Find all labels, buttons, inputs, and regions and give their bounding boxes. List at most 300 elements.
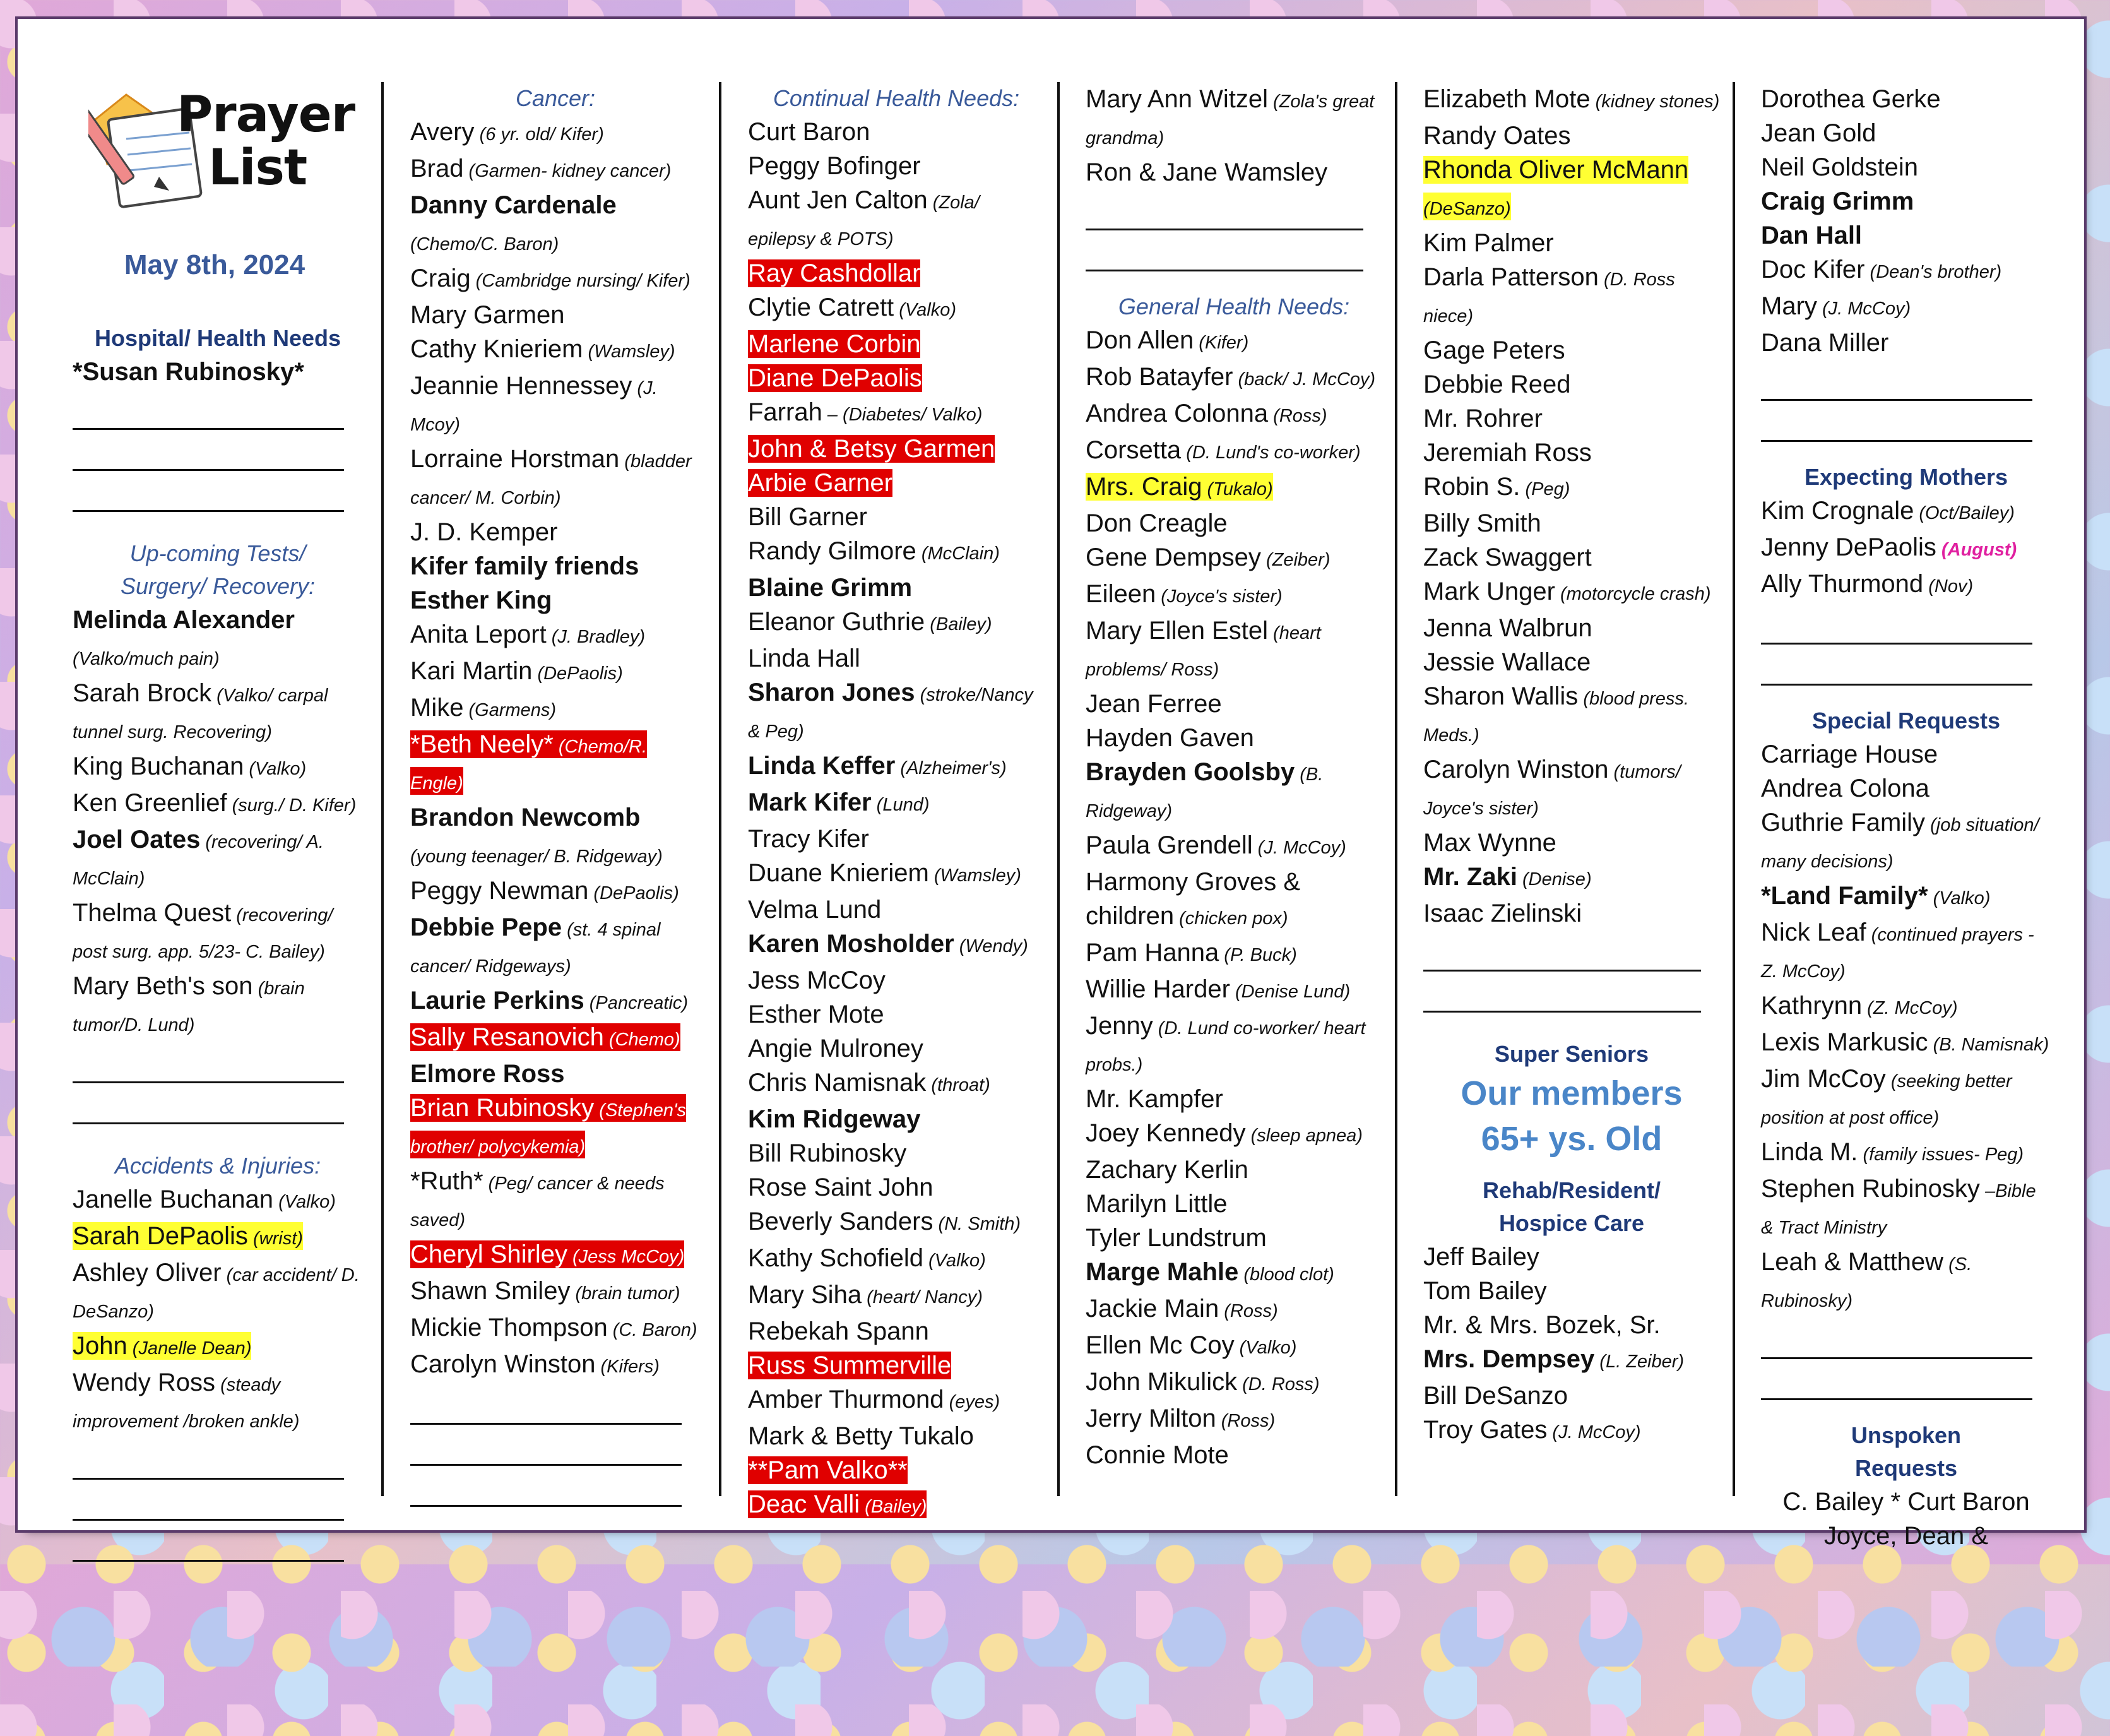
person-name: *Land Family* bbox=[1761, 882, 1928, 910]
person-name: Chris Namisnak bbox=[748, 1069, 927, 1097]
list-item bbox=[73, 749, 363, 786]
list-item bbox=[410, 332, 701, 369]
prayer-note: (Chemo/R. Engle) bbox=[410, 737, 648, 794]
unspoken-header bbox=[1761, 1419, 2051, 1485]
person-name: Kim Ridgeway bbox=[748, 1105, 921, 1133]
person-name: Karen Mosholder bbox=[748, 930, 954, 958]
list-item bbox=[748, 432, 1045, 466]
continual-header: Continual Health Needs: bbox=[773, 85, 1020, 111]
person-name: Dan Hall bbox=[1761, 222, 1863, 249]
list-item bbox=[1086, 82, 1382, 155]
prayer-note: (J. McCoy) bbox=[1252, 838, 1346, 858]
blank-line bbox=[73, 1521, 344, 1562]
prayer-note: (st. 4 spinal cancer/ Ridgeways) bbox=[410, 920, 661, 977]
list-item bbox=[1086, 828, 1382, 865]
person-name: Max Wynne bbox=[1423, 829, 1556, 857]
prayer-note: (throat) bbox=[926, 1075, 990, 1095]
list-item bbox=[73, 1329, 363, 1365]
list-item bbox=[1761, 326, 2051, 360]
prayer-note: (Nov) bbox=[1923, 576, 1974, 597]
person-name: Linda Keffer bbox=[748, 752, 896, 780]
tests-header-line1: Up-coming Tests/ bbox=[129, 540, 306, 566]
prayer-note: (Chemo) bbox=[603, 1030, 680, 1050]
list-item bbox=[748, 395, 1045, 432]
person-name: Leah & Matthew bbox=[1761, 1248, 1944, 1276]
person-name: Brad bbox=[410, 155, 464, 182]
list-item bbox=[1086, 899, 1382, 936]
seniors-header: Super Seniors bbox=[1494, 1041, 1649, 1067]
list-item bbox=[1423, 860, 1720, 896]
list-item bbox=[410, 1091, 701, 1164]
person-name: Mark Unger bbox=[1423, 578, 1555, 605]
prayer-note: (J. Mcoy) bbox=[410, 378, 658, 435]
list-item bbox=[748, 327, 1045, 361]
prayer-note: (Ross) bbox=[1268, 406, 1327, 426]
prayer-note: (Janelle Dean) bbox=[127, 1338, 252, 1358]
unspoken-header-line2: Requests bbox=[1854, 1455, 1958, 1481]
person-name: Carolyn Winston bbox=[410, 1350, 596, 1378]
list-item bbox=[1423, 679, 1720, 752]
person-name: Rebekah Spann bbox=[748, 1317, 929, 1345]
list-item bbox=[1086, 323, 1382, 360]
list-item bbox=[410, 369, 701, 442]
person-name: Carolyn Winston bbox=[1423, 756, 1609, 783]
list-item bbox=[1761, 879, 2051, 915]
person-name: Anita Leport bbox=[410, 621, 547, 648]
person-name: Mary Garmen bbox=[410, 301, 565, 329]
list-item bbox=[748, 1031, 1045, 1066]
prayer-note: (DePaolis) bbox=[588, 883, 679, 903]
person-name: Marlene Corbin bbox=[748, 330, 921, 358]
column-5 bbox=[1423, 82, 1720, 1496]
list-item bbox=[1086, 1328, 1382, 1365]
list-item bbox=[1423, 540, 1720, 574]
blank-line bbox=[1761, 360, 2032, 401]
person-name: Aunt Jen Calton bbox=[748, 186, 928, 214]
list-item bbox=[1423, 82, 1720, 119]
person-name: Sally Resanovich bbox=[410, 1023, 604, 1051]
person-name: Shawn Smiley bbox=[410, 1277, 571, 1305]
prayer-note: (Ross) bbox=[1216, 1411, 1276, 1431]
list-item bbox=[73, 969, 363, 1042]
person-name: Mary Siha bbox=[748, 1281, 862, 1309]
person-name: Dorothea Gerke bbox=[1761, 85, 1941, 113]
date-label: May 8th, 2024 bbox=[124, 249, 305, 280]
prayer-note: (Valko/much pain) bbox=[73, 649, 220, 669]
prayer-note: (6 yr. old/ Kifer) bbox=[474, 124, 604, 145]
list-item bbox=[748, 641, 1045, 675]
person-name: Mark Kifer bbox=[748, 788, 872, 816]
person-name: Rose Saint John bbox=[748, 1174, 933, 1201]
rehab-header-line1: Rehab/Resident/ bbox=[1482, 1177, 1661, 1203]
person-name: Kathy Schofield bbox=[748, 1244, 923, 1272]
blank-line bbox=[410, 1384, 682, 1425]
person-name: Randy Oates bbox=[1423, 122, 1571, 150]
blank-line bbox=[1761, 1318, 2032, 1359]
person-name: **Pam Valko** bbox=[748, 1456, 908, 1484]
rehab-header bbox=[1423, 1174, 1720, 1240]
list-item bbox=[1761, 82, 2051, 116]
list-item bbox=[1086, 360, 1382, 396]
list-item bbox=[748, 1136, 1045, 1170]
blank-line bbox=[1761, 401, 2032, 442]
list-item bbox=[748, 1487, 1045, 1524]
person-name: Cheryl Shirley bbox=[410, 1240, 567, 1268]
list-item bbox=[1086, 865, 1382, 899]
list-item bbox=[73, 786, 363, 823]
person-name: Mark & Betty Tukalo bbox=[748, 1422, 974, 1450]
prayer-note: (Valko) bbox=[273, 1192, 336, 1212]
person-name: Doc Kifer bbox=[1761, 256, 1865, 283]
person-name: Jenny bbox=[1086, 1012, 1153, 1040]
prayer-note: (recovering/ A. McClain) bbox=[73, 832, 324, 889]
blank-line bbox=[73, 1083, 344, 1124]
list-item bbox=[1423, 226, 1720, 260]
list-item bbox=[410, 1274, 701, 1311]
list-item bbox=[1423, 1274, 1720, 1308]
prayer-note: (steady improvement /broken ankle) bbox=[73, 1375, 300, 1432]
person-name: Mr. & Mrs. Bozek, Sr. bbox=[1423, 1311, 1661, 1339]
prayer-note: (Kifer) bbox=[1194, 333, 1249, 353]
list-item bbox=[1761, 1172, 2051, 1245]
person-name: Peggy Bofinger bbox=[748, 152, 921, 180]
person-name: Sarah Brock bbox=[73, 679, 212, 707]
person-name: Bill DeSanzo bbox=[1423, 1382, 1568, 1410]
person-name: Joey Kennedy bbox=[1086, 1119, 1246, 1147]
list-item bbox=[748, 1170, 1045, 1204]
list-item bbox=[73, 355, 363, 389]
list-item bbox=[1086, 506, 1382, 540]
person-name: Mary Ann Witzel bbox=[1086, 85, 1268, 113]
person-name: Mr. Zaki bbox=[1423, 863, 1517, 891]
list-item bbox=[748, 1453, 1045, 1487]
blank-line bbox=[73, 1439, 344, 1480]
person-name: Danny Cardenale bbox=[410, 191, 617, 219]
prayer-note: (blood press. Meds.) bbox=[1423, 689, 1689, 746]
person-name: Clytie Catrett bbox=[748, 294, 894, 321]
person-name: Jean Gold bbox=[1761, 119, 1876, 147]
list-item bbox=[1761, 806, 2051, 879]
blank-line bbox=[73, 389, 344, 430]
person-name: Marge Mahle bbox=[1086, 1258, 1239, 1286]
prayer-note: (Peg) bbox=[1520, 479, 1570, 499]
list-item bbox=[748, 115, 1045, 149]
prayer-note: (N. Smith) bbox=[933, 1214, 1021, 1234]
person-name: Thelma Quest bbox=[73, 899, 232, 927]
list-item bbox=[1086, 1255, 1382, 1292]
special-header: Special Requests bbox=[1811, 708, 2001, 734]
blank-line bbox=[1086, 230, 1363, 271]
list-item bbox=[410, 800, 701, 874]
person-name: Gene Dempsey bbox=[1086, 544, 1261, 571]
tests-header-line2: Surgery/ Recovery: bbox=[120, 573, 316, 599]
list-item bbox=[73, 1256, 363, 1329]
list-item bbox=[73, 676, 363, 749]
blank-line bbox=[73, 471, 344, 512]
column-6 bbox=[1761, 82, 2051, 1550]
person-name: Mrs. Dempsey bbox=[1423, 1345, 1595, 1373]
person-name: Guthrie Family bbox=[1761, 809, 1926, 836]
list-item bbox=[748, 1382, 1045, 1419]
prayer-note: (B. Namisnak) bbox=[1928, 1035, 2049, 1055]
prayer-note: (Dean's brother) bbox=[1864, 262, 2002, 282]
person-name: Mary Beth's son bbox=[73, 972, 253, 1000]
unspoken-line2: Joyce, Dean & bbox=[1823, 1522, 1989, 1550]
prayer-note: (Wamsley) bbox=[928, 865, 1021, 886]
list-item bbox=[1086, 687, 1382, 721]
list-item bbox=[748, 1278, 1045, 1314]
prayer-note: (Ross) bbox=[1219, 1301, 1278, 1321]
prayer-note: (D. Lund co-worker/ heart probs.) bbox=[1086, 1018, 1366, 1075]
person-name: Jessie Wallace bbox=[1423, 648, 1591, 676]
prayer-note: (Jess McCoy) bbox=[567, 1247, 685, 1267]
list-item bbox=[1423, 436, 1720, 470]
prayer-note: (Zola/ epilepsy & POTS) bbox=[748, 193, 980, 249]
prayer-note: (stroke/Nancy & Peg) bbox=[748, 685, 1033, 742]
list-item bbox=[410, 298, 701, 332]
list-item bbox=[1761, 915, 2051, 989]
list-item bbox=[748, 500, 1045, 534]
person-name: Dana Miller bbox=[1761, 329, 1889, 357]
person-name: Melinda Alexander bbox=[73, 606, 295, 634]
person-name: Wendy Ross bbox=[73, 1369, 216, 1396]
seniors-line1: Our members bbox=[1461, 1074, 1683, 1112]
prayer-note: (sleep apnea) bbox=[1245, 1126, 1363, 1146]
prayer-note: (surg./ D. Kifer) bbox=[227, 795, 357, 816]
prayer-note: (Tukalo) bbox=[1202, 479, 1273, 499]
blank-line bbox=[1761, 1359, 2032, 1400]
prayer-note: (tumors/ Joyce's sister) bbox=[1423, 762, 1681, 819]
list-item bbox=[1423, 1308, 1720, 1342]
list-item bbox=[748, 183, 1045, 256]
list-item bbox=[1761, 184, 2051, 218]
list-item bbox=[1761, 1135, 2051, 1172]
blank-line bbox=[1761, 603, 2032, 645]
prayer-note: (Oct/Bailey) bbox=[1914, 503, 2015, 523]
person-name: Ron & Jane Wamsley bbox=[1086, 158, 1328, 186]
prayer-note: (blood clot) bbox=[1238, 1264, 1334, 1285]
list-item bbox=[1086, 936, 1382, 972]
prayer-note: (Denise) bbox=[1517, 869, 1592, 889]
person-name: Sharon Wallis bbox=[1423, 682, 1579, 710]
person-name: Linda M. bbox=[1761, 1138, 1858, 1166]
person-name: Gage Peters bbox=[1423, 336, 1565, 364]
person-name: Don Allen bbox=[1086, 326, 1194, 354]
prayer-note: (Stephen's brother/ polycykemia) bbox=[410, 1100, 687, 1157]
prayer-note: (Z. McCoy) bbox=[1862, 998, 1958, 1018]
list-item bbox=[748, 785, 1045, 822]
person-name: Craig bbox=[410, 265, 471, 292]
column-divider bbox=[381, 82, 384, 1496]
list-item bbox=[1761, 530, 2051, 567]
prayer-note: (D. Ross niece) bbox=[1423, 270, 1675, 326]
person-name: Tom Bailey bbox=[1423, 1277, 1547, 1305]
list-item bbox=[410, 984, 701, 1020]
prayer-note: (brain tumor) bbox=[570, 1283, 680, 1304]
column-4 bbox=[1086, 82, 1382, 1496]
person-name: Tracy Kifer bbox=[748, 825, 869, 853]
column-3 bbox=[748, 82, 1045, 1518]
prayer-note: – (Diabetes/ Valko) bbox=[822, 405, 983, 425]
list-item bbox=[73, 1219, 363, 1256]
person-name: Kathrynn bbox=[1761, 992, 1863, 1020]
person-name: Jeremiah Ross bbox=[1423, 439, 1592, 467]
person-name: Bill Garner bbox=[748, 503, 867, 531]
prayer-note: (recovering/ post surg. app. 5/23- C. Bailey) bbox=[73, 905, 333, 962]
person-name: Debbie Reed bbox=[1423, 371, 1571, 398]
person-name: Joel Oates bbox=[73, 826, 201, 853]
list-item bbox=[410, 261, 701, 298]
blank-line bbox=[1423, 972, 1701, 1013]
list-item bbox=[1086, 1187, 1382, 1221]
list-item bbox=[1086, 755, 1382, 828]
list-item bbox=[1086, 1292, 1382, 1328]
person-name: Laurie Perkins bbox=[410, 987, 584, 1014]
list-item bbox=[1761, 1245, 2051, 1318]
list-item bbox=[1761, 1025, 2051, 1062]
person-name: John & Betsy Garmen bbox=[748, 435, 995, 463]
prayer-note: (Bailey) bbox=[925, 614, 992, 634]
person-name: Jeannie Hennessey bbox=[410, 372, 632, 400]
prayer-note: (chicken pox) bbox=[1174, 908, 1288, 929]
list-item bbox=[1761, 567, 2051, 603]
person-name: Sarah DePaolis bbox=[73, 1222, 248, 1250]
list-item bbox=[1423, 260, 1720, 333]
list-item bbox=[410, 691, 701, 727]
list-item bbox=[1423, 1413, 1720, 1449]
person-name: John Mikulick bbox=[1086, 1368, 1238, 1396]
person-name: Paula Grendell bbox=[1086, 831, 1253, 859]
person-name: Zack Swaggert bbox=[1423, 544, 1592, 571]
blank-line bbox=[73, 430, 344, 471]
person-name: Darla Patterson bbox=[1423, 263, 1599, 291]
person-name: children bbox=[1086, 902, 1175, 930]
person-name: Eleanor Guthrie bbox=[748, 608, 925, 636]
prayer-note: (Lund) bbox=[871, 795, 930, 815]
list-item bbox=[1086, 1401, 1382, 1438]
person-name: Zachary Kerlin bbox=[1086, 1156, 1248, 1184]
list-item bbox=[410, 727, 701, 800]
person-name: Elizabeth Mote bbox=[1423, 85, 1591, 113]
list-item bbox=[748, 1348, 1045, 1382]
person-name: Isaac Zielinski bbox=[1423, 900, 1582, 927]
list-item bbox=[1086, 614, 1382, 687]
prayer-note: (motorcycle crash) bbox=[1555, 584, 1711, 604]
list-item bbox=[748, 466, 1045, 500]
column-1 bbox=[73, 322, 363, 1736]
list-item bbox=[1423, 826, 1720, 860]
person-name: Debbie Pepe bbox=[410, 913, 562, 941]
list-item bbox=[73, 1182, 363, 1219]
prayer-note: (Kifers) bbox=[595, 1357, 660, 1377]
column-divider bbox=[1733, 82, 1735, 1496]
cancer-header: Cancer: bbox=[515, 85, 596, 111]
list-item bbox=[1423, 574, 1720, 611]
person-name: *Susan Rubinosky* bbox=[73, 358, 304, 386]
person-name: Rhonda Oliver McMann bbox=[1423, 156, 1689, 184]
person-name: Mike bbox=[410, 694, 464, 722]
prayer-note: (Peg/ cancer & needs saved) bbox=[410, 1174, 665, 1230]
prayer-note: (Valko/ carpal tunnel surg. Recovering) bbox=[73, 686, 328, 742]
person-name: Jenna Walbrun bbox=[1423, 614, 1592, 642]
prayer-note: (Garmen- kidney cancer) bbox=[463, 161, 672, 181]
list-item bbox=[748, 361, 1045, 395]
tests-header bbox=[73, 537, 363, 603]
list-item bbox=[1761, 771, 2051, 806]
prayer-note: (Chemo/C. Baron) bbox=[410, 234, 559, 254]
list-item bbox=[748, 749, 1045, 785]
column-divider bbox=[1395, 82, 1397, 1496]
prayer-note: (C. Baron) bbox=[607, 1320, 697, 1340]
mothers-header: Expecting Mothers bbox=[1804, 464, 2008, 490]
prayer-note: (heart problems/ Ross) bbox=[1086, 623, 1321, 680]
person-name: Beverly Sanders bbox=[748, 1208, 933, 1235]
prayer-note: (Garmens) bbox=[463, 700, 557, 720]
person-name: Ashley Oliver bbox=[73, 1259, 222, 1287]
prayer-note: (Denise Lund) bbox=[1230, 982, 1351, 1002]
list-item bbox=[1086, 721, 1382, 755]
person-name: Jerry Milton bbox=[1086, 1405, 1216, 1432]
prayer-note: (S. Rubinosky) bbox=[1761, 1254, 1972, 1311]
prayer-note: (L. Zeiber) bbox=[1594, 1352, 1685, 1372]
person-name: Ally Thurmond bbox=[1761, 570, 1924, 598]
person-name: Bill Rubinosky bbox=[748, 1139, 907, 1167]
person-name: John bbox=[73, 1332, 127, 1360]
person-name: Cathy Knieriem bbox=[410, 335, 583, 363]
prayer-note: (Zola's great grandma) bbox=[1086, 92, 1375, 148]
person-name: Diane DePaolis bbox=[748, 364, 922, 392]
list-item bbox=[1761, 494, 2051, 530]
person-name: Brayden Goolsby bbox=[1086, 758, 1295, 786]
list-item bbox=[748, 893, 1045, 927]
person-name: Elmore Ross bbox=[410, 1060, 565, 1088]
prayer-note: (DePaolis) bbox=[532, 663, 623, 684]
person-name: Linda Hall bbox=[748, 645, 860, 672]
person-name: Blaine Grimm bbox=[748, 574, 913, 602]
prayer-note: (Zeiber) bbox=[1260, 550, 1331, 570]
prayer-note: (brain tumor/D. Lund) bbox=[73, 978, 305, 1035]
prayer-note: (Wamsley) bbox=[583, 342, 675, 362]
list-item bbox=[1761, 737, 2051, 771]
person-name: Jean Ferree bbox=[1086, 690, 1222, 718]
list-item bbox=[748, 149, 1045, 183]
person-name: Angie Mulroney bbox=[748, 1035, 923, 1062]
prayer-note: (wrist) bbox=[247, 1228, 303, 1249]
prayer-note: (seeking better position at post office) bbox=[1761, 1071, 2012, 1128]
list-item bbox=[748, 822, 1045, 856]
person-name: Mickie Thompson bbox=[410, 1314, 608, 1341]
prayer-note: (J. Bradley) bbox=[546, 627, 646, 647]
person-name: Tyler Lundstrum bbox=[1086, 1224, 1267, 1252]
list-item bbox=[1423, 752, 1720, 826]
list-item bbox=[410, 910, 701, 984]
person-name: Willie Harder bbox=[1086, 975, 1230, 1003]
list-item bbox=[1086, 433, 1382, 470]
list-item bbox=[73, 823, 363, 896]
list-item bbox=[748, 1204, 1045, 1241]
list-item bbox=[1086, 972, 1382, 1009]
list-item bbox=[1086, 396, 1382, 433]
list-item bbox=[73, 896, 363, 969]
person-name: Arbie Garner bbox=[748, 469, 892, 497]
list-item bbox=[748, 675, 1045, 749]
person-name: Ray Cashdollar bbox=[748, 259, 921, 287]
person-name: J. D. Kemper bbox=[410, 518, 558, 546]
list-item bbox=[1761, 289, 2051, 326]
prayer-note: (job situation/ many decisions) bbox=[1761, 815, 2039, 872]
person-name: Jess McCoy bbox=[748, 966, 886, 994]
prayer-note: (Bailey) bbox=[860, 1497, 927, 1517]
